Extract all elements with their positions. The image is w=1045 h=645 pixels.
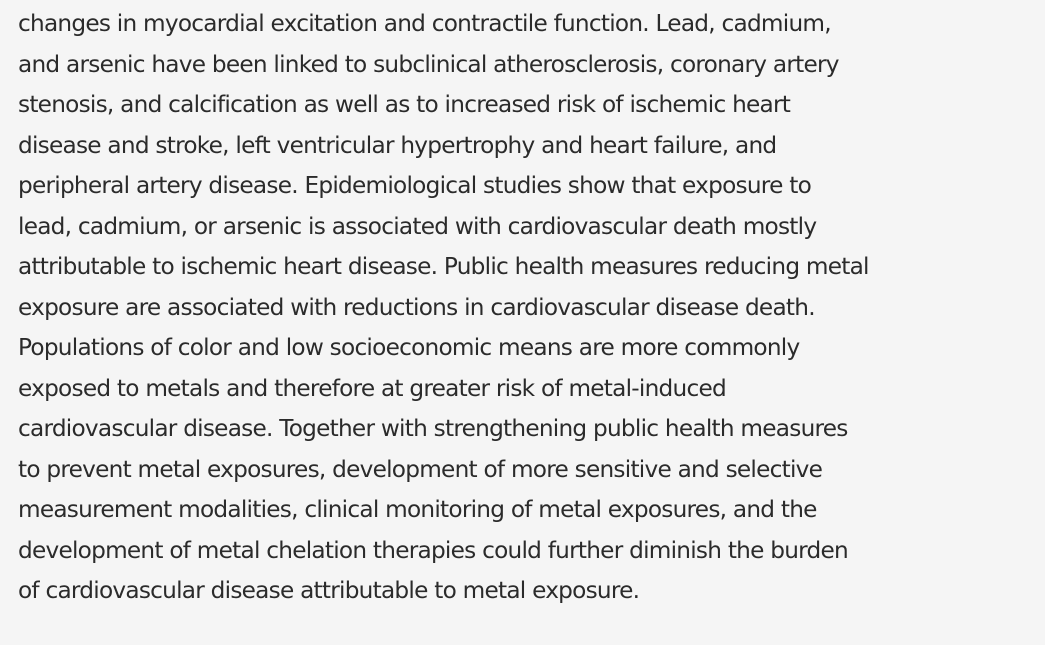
abstract-paragraph [18, 4, 1040, 612]
paragraph-line: cardiovascular disease. Together with strengthening public health measures [18, 415, 848, 442]
paragraph-line: stenosis, and calcification as well as to increased risk of ischemic heart [18, 91, 791, 118]
paragraph-line: exposed to metals and therefore at greater risk of metal-induced [18, 374, 726, 402]
paragraph-line: of cardiovascular disease attributable to metal exposure. [18, 577, 640, 604]
paragraph-line: attributable to ischemic heart disease. Public health measures reducing metal [18, 253, 869, 280]
paragraph-line: measurement modalities, clinical monitoring of metal exposures, and the [18, 496, 817, 523]
paragraph-line: development of metal chelation therapies could further diminish the burden [18, 536, 848, 564]
paragraph-line: disease and stroke, left ventricular hypertrophy and heart failure, and [18, 131, 777, 159]
paragraph-line: to prevent metal exposures, development of more sensitive and selective [18, 455, 823, 483]
paragraph-line: Populations of color and low socioeconomic means are more commonly [18, 334, 800, 361]
paragraph-line: and arsenic have been linked to subclinical atherosclerosis, coronary artery [18, 50, 839, 78]
paragraph-line: exposure are associated with reductions in cardiovascular disease death. [18, 293, 815, 321]
paragraph-line: changes in myocardial excitation and contractile function. Lead, cadmium, [18, 10, 831, 37]
paragraph-line: peripheral artery disease. Epidemiological studies show that exposure to [18, 172, 811, 199]
paragraph-line: lead, cadmium, or arsenic is associated with cardiovascular death mostly [18, 212, 817, 240]
